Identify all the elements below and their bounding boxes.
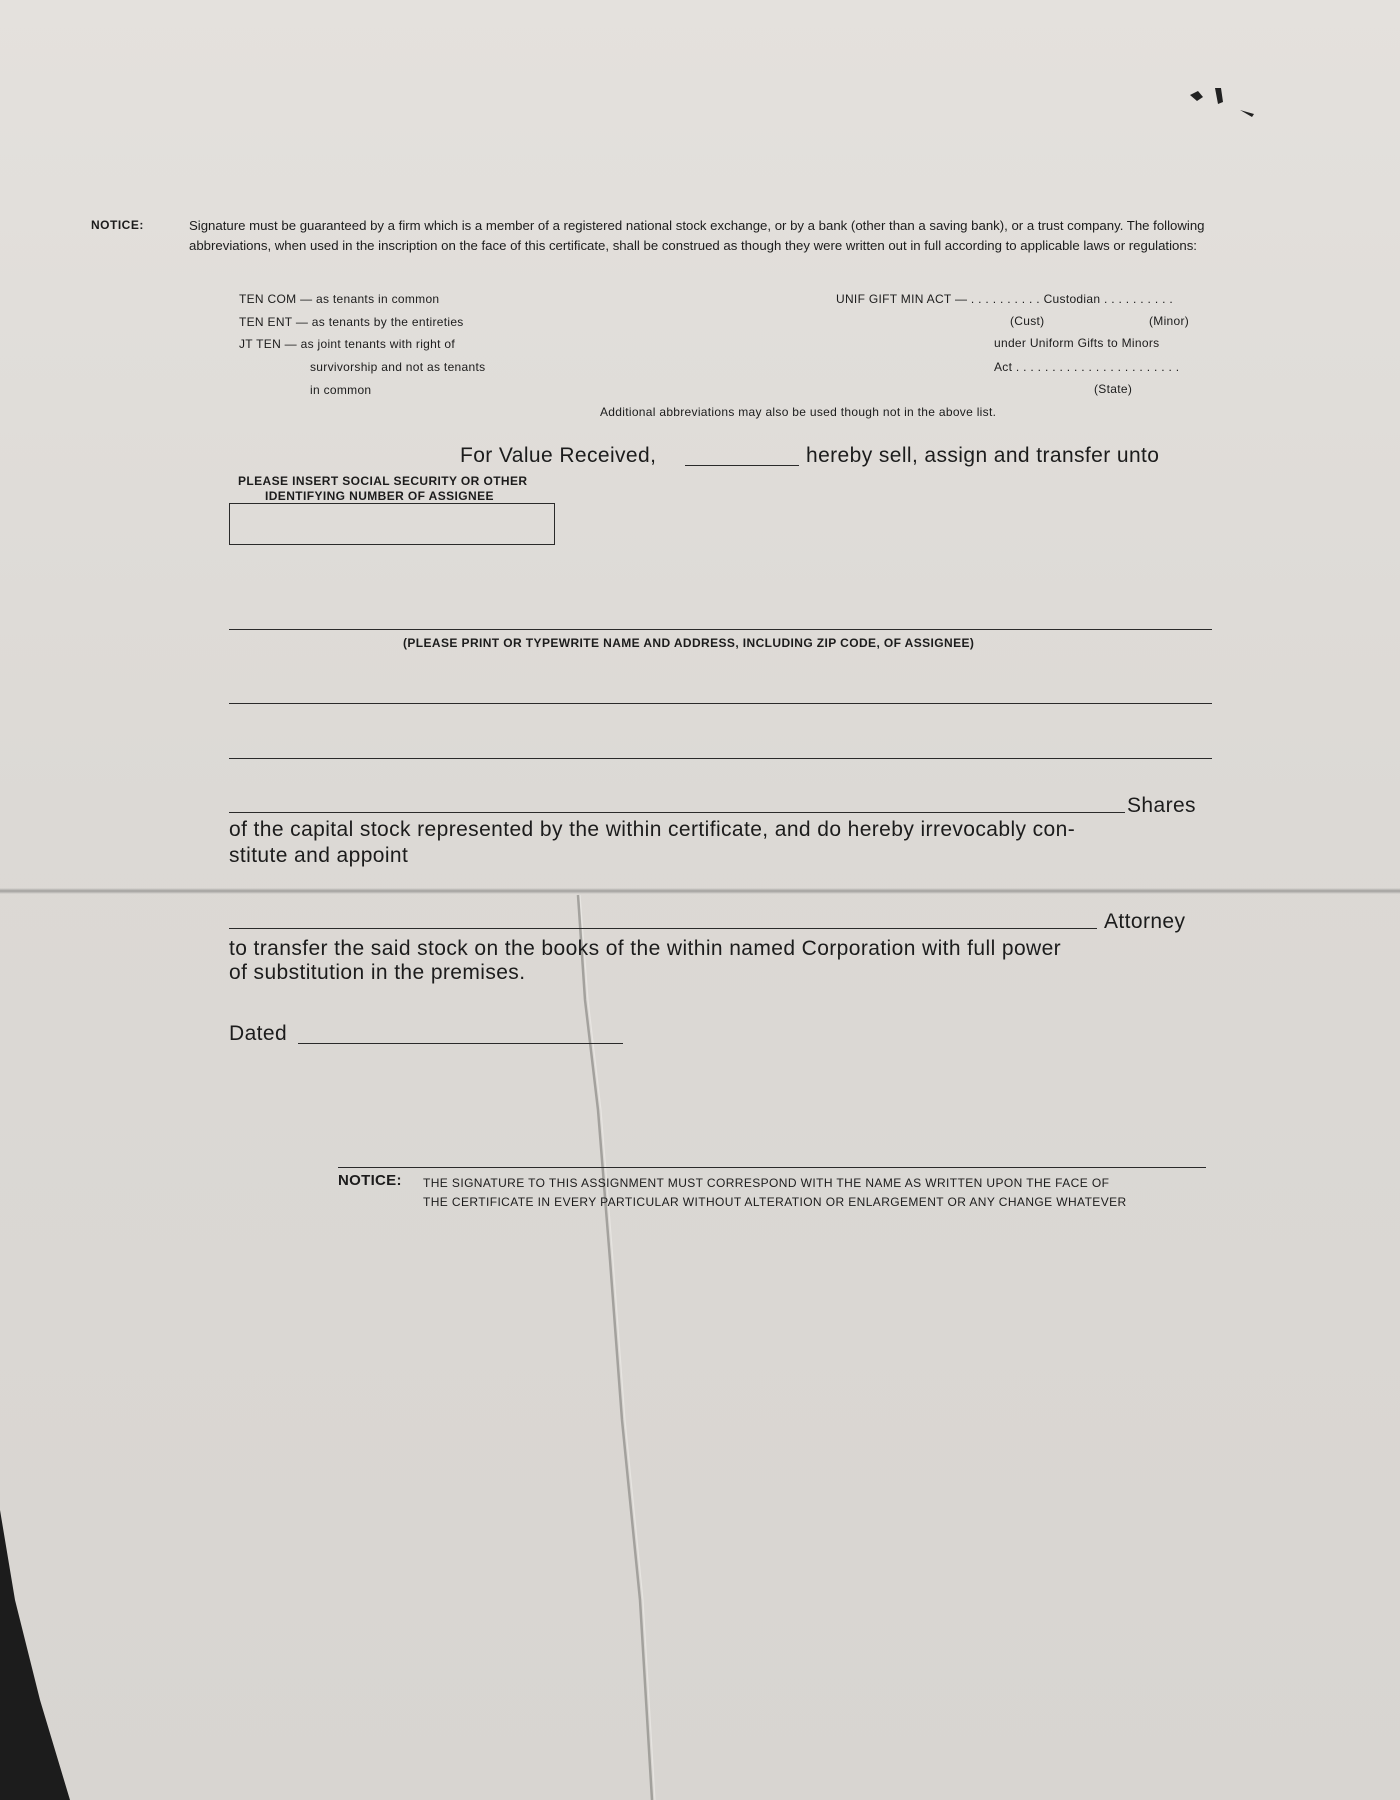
- dated-label: Dated: [229, 1022, 288, 1045]
- abbrev-jt-ten-line3: in common: [310, 383, 372, 397]
- abbrev-act: Act . . . . . . . . . . . . . . . . . . . . . . .: [994, 360, 1180, 374]
- ssn-input-box[interactable]: [229, 503, 555, 545]
- additional-abbreviations-note: Additional abbreviations may also be used though not in the above list.: [600, 405, 997, 419]
- attorney-label: Attorney: [1104, 910, 1186, 933]
- abbrev-minor-label: (Minor): [1149, 314, 1190, 328]
- abbrev-under-ugma: under Uniform Gifts to Minors: [994, 336, 1160, 350]
- horizontal-fold-crease: [0, 888, 1400, 894]
- abbrev-ten-ent: TEN ENT — as tenants by the entireties: [239, 315, 464, 329]
- dated-line[interactable]: [298, 1043, 623, 1044]
- assignor-name-line[interactable]: [685, 465, 799, 466]
- abbrev-jt-ten: JT TEN — as joint tenants with right of: [239, 337, 456, 351]
- abbrev-state-label: (State): [1094, 382, 1133, 396]
- capital-stock-text-line2: stitute and appoint: [229, 844, 409, 867]
- for-value-received-text: For Value Received,: [460, 444, 657, 467]
- abbrev-jt-ten-line2: survivorship and not as tenants: [310, 360, 486, 374]
- abbrev-ten-com: TEN COM — as tenants in common: [239, 292, 440, 306]
- assignee-name-caption: (PLEASE PRINT OR TYPEWRITE NAME AND ADDRESS, INCLUDING ZIP CODE, OF ASSIGNEE): [403, 636, 975, 650]
- capital-stock-text-line1: of the capital stock represented by the within certificate, and do hereby irrevocably con-: [229, 818, 1076, 841]
- assignee-address-line-2[interactable]: [229, 758, 1212, 759]
- bottom-notice-line2: THE CERTIFICATE IN EVERY PARTICULAR WITHOUT ALTERATION OR ENLARGEMENT OR ANY CHANGE WHATEVER: [423, 1195, 1127, 1209]
- ssn-label-line2: IDENTIFYING NUMBER OF ASSIGNEE: [265, 489, 494, 503]
- bottom-notice-label: NOTICE:: [338, 1172, 402, 1189]
- assignee-name-line[interactable]: [229, 629, 1212, 630]
- abbrev-cust-label: (Cust): [1010, 314, 1045, 328]
- assignee-address-line-1[interactable]: [229, 703, 1212, 704]
- transfer-text-line2: of substitution in the premises.: [229, 961, 526, 984]
- top-notice-text: Signature must be guaranteed by a firm which is a member of a registered national stock exchange, or by a bank (other than a saving bank), or a trust company. The following abbreviations, when used in the inscription on the face of this certificate, shall be construed as though they were written out in full according to applicable laws or regulations:: [189, 218, 1205, 253]
- shares-quantity-line[interactable]: [229, 812, 1125, 813]
- signature-line[interactable]: [338, 1167, 1206, 1168]
- hereby-transfer-text: hereby sell, assign and transfer unto: [806, 444, 1160, 467]
- abbrev-unif-gift: UNIF GIFT MIN ACT — . . . . . . . . . . Custodian . . . . . . . . . .: [836, 292, 1173, 306]
- ssn-label-line1: PLEASE INSERT SOCIAL SECURITY OR OTHER: [238, 474, 528, 488]
- bottom-notice-line1: THE SIGNATURE TO THIS ASSIGNMENT MUST CORRESPOND WITH THE NAME AS WRITTEN UPON THE FACE OF: [423, 1176, 1110, 1190]
- shares-label: Shares: [1127, 794, 1196, 817]
- top-notice-label: NOTICE:: [91, 218, 144, 232]
- attorney-name-line[interactable]: [229, 928, 1097, 929]
- transfer-text-line1: to transfer the said stock on the books of the within named Corporation with full power: [229, 937, 1062, 960]
